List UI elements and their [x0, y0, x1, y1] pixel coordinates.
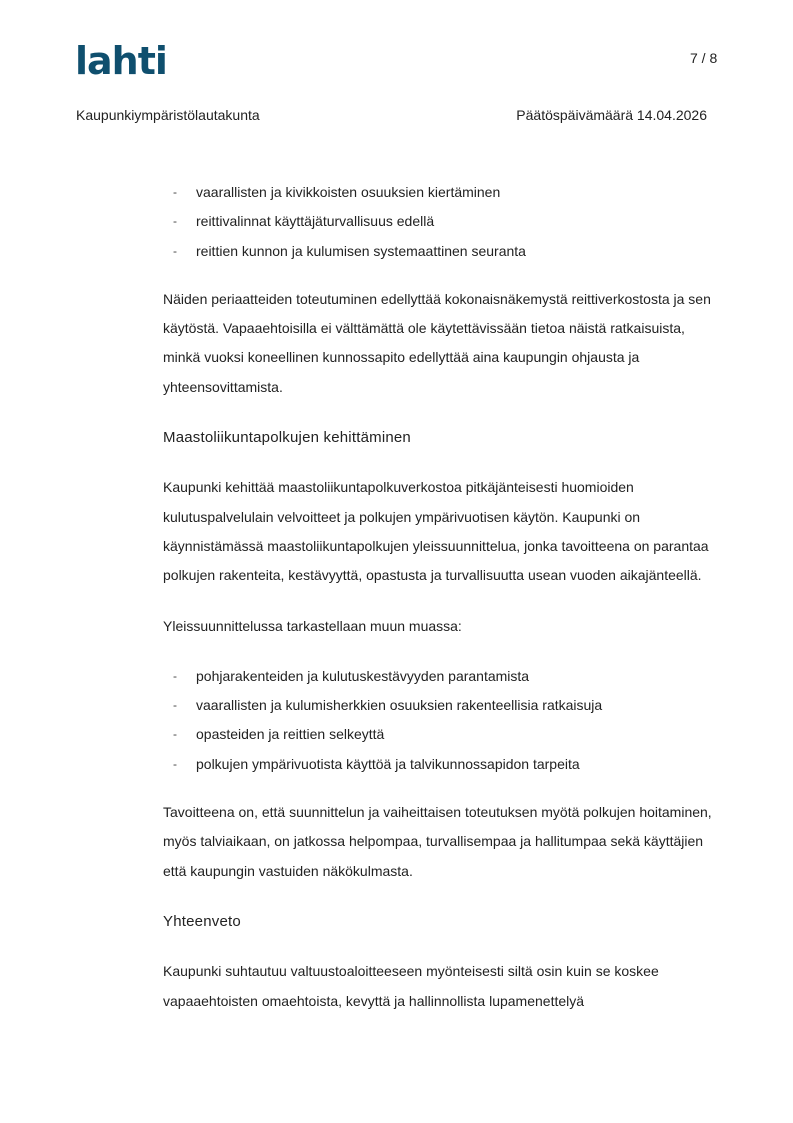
list-item-text: opasteiden ja reittien selkeyttä [196, 726, 385, 743]
criteria-list [163, 178, 723, 266]
list-item-text: vaarallisten ja kivikkoisten osuuksien kiertäminen [196, 184, 501, 200]
list-item [163, 207, 723, 236]
dash-bullet-icon: - [173, 698, 177, 713]
list-item [163, 662, 723, 691]
decision-date: Päätöspäivämäärä 14.04.2026 [516, 107, 707, 123]
dash-bullet-icon: - [173, 727, 177, 742]
committee-name: Kaupunkiympäristölautakunta [76, 107, 260, 123]
list-item [163, 178, 723, 207]
dash-bullet-icon: - [173, 214, 177, 229]
list-item-text: vaarallisten ja kulumisherkkien osuuksien rakenteellisia ratkaisuja [196, 697, 603, 714]
document-body [163, 178, 723, 1016]
list-item [163, 237, 723, 266]
dash-bullet-icon: - [173, 243, 177, 258]
page-number: 7 / 8 [690, 50, 718, 66]
paragraph-goal: Tavoitteena on, että suunnittelun ja vaiheittaisen toteutuksen myötä polkujen hoitaminen, myös talviaikaan, on jatkossa helpompaa, turvallisempaa ja hallitumpaa sekä käyttäjien että kaupungin vastuiden näkökulmasta. [163, 804, 712, 879]
dash-bullet-icon: - [173, 185, 177, 199]
planning-list [163, 662, 723, 779]
paragraph-principles: Näiden periaatteiden toteutuminen edellyttää kokonaisnäkemystä reittiverkostosta ja sen käytöstä. Vapaaehtoisilla ei välttämättä ole käytettävissään tietoa näistä ratkaisuista, minkä vuoksi koneellinen kunnossapito edellyttää aina kaupungin ohjausta ja yhteensovittamista. [163, 290, 711, 395]
dash-bullet-icon: - [173, 668, 177, 683]
list-item-text: pohjarakenteiden ja kulutuskestävyyden parantamista [196, 667, 530, 684]
list-item-text: polkujen ympärivuotista käyttöä ja talvikunnossapidon tarpeita [196, 755, 580, 772]
paragraph-planning-intro: Yleissuunnittelussa tarkastellaan muun muassa: [163, 617, 462, 634]
list-item [163, 720, 723, 749]
paragraph-trail-development: Kaupunki kehittää maastoliikuntapolkuverkostoa pitkäjänteisesti huomioiden kulutuspalvelulain velvoitteet ja polkujen ympärivuotisen käytön. Kaupunki on käynnistämässä maastoliikuntapolkujen yleissuunnittelua, jonka tavoitteena on parantaa polkujen rakenteita, kestävyyttä, opastusta ja turvallisuutta usean vuoden aikajänteellä. [163, 479, 709, 584]
list-item-text: reittivalinnat käyttäjäturvallisuus edellä [196, 213, 435, 230]
dash-bullet-icon: - [173, 756, 177, 771]
list-item [163, 691, 723, 720]
section-heading-summary: Yhteenveto [163, 912, 241, 930]
paragraph-summary: Kaupunki suhtautuu valtuustoaloitteeseen myönteisesti siltä osin kuin se koskee vapaaehtoisten omaehtoista, kevyttä ja hallinnollista lupamenettelyä [163, 963, 659, 1009]
list-item-text: reittien kunnon ja kulumisen systemaattinen seuranta [196, 242, 526, 259]
section-heading-trail-development: Maastoliikuntapolkujen kehittäminen [163, 429, 411, 447]
list-item [163, 750, 723, 779]
lahti-logo: lahti [75, 39, 167, 83]
